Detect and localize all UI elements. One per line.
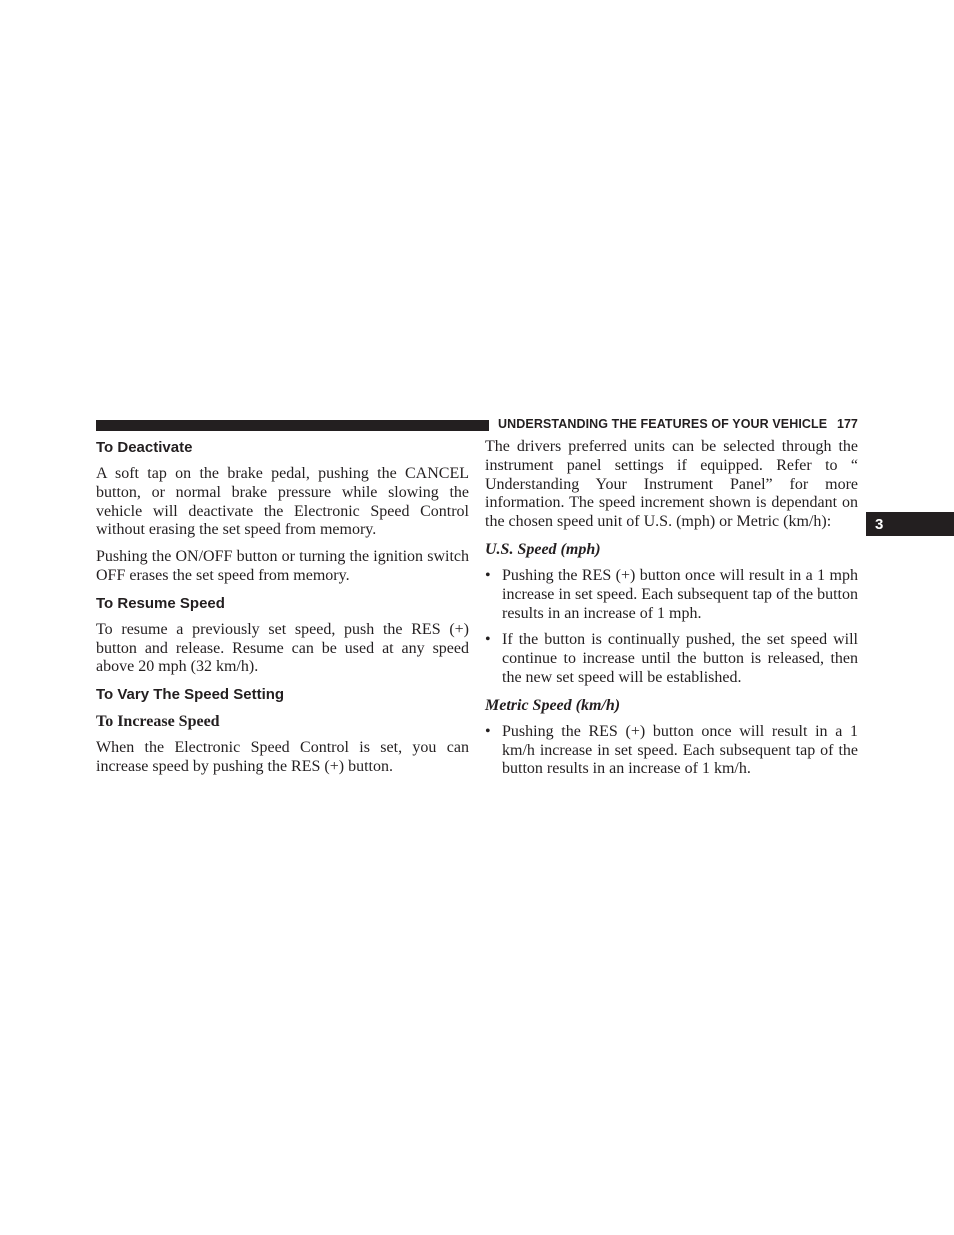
list-item xyxy=(485,567,858,623)
heading-to-deactivate: To Deactivate xyxy=(96,439,193,456)
heading-us-speed: U.S. Speed (mph) xyxy=(485,540,601,558)
header-rule xyxy=(96,420,489,431)
paragraph-increase-speed: When the Electronic Speed Control is set, you can increase speed by pushing the RES (+) button. xyxy=(96,739,469,775)
left-column xyxy=(96,438,469,785)
bullet-icon: • xyxy=(485,631,491,649)
list-item-text: If the button is continually pushed, the set speed will continue to increase until the button is released, then the new set speed will be established. xyxy=(502,631,858,686)
heading-metric-speed: Metric Speed (km/h) xyxy=(485,696,621,714)
list-item-text: Pushing the RES (+) button once will result in a 1 km/h increase in set speed. Each subsequent tap of the button results in an increase of 1 km/h. xyxy=(502,722,858,778)
page-number: 177 xyxy=(837,417,858,431)
paragraph-units-intro: The drivers preferred units can be selected through the instrument panel settings if equipped. Refer to “ Understanding Your Instrument Panel” for more information. The speed increment shown is dependant on the chosen speed unit of U.S. (mph) or Metric (km/h): xyxy=(485,438,858,531)
heading-to-resume-speed: To Resume Speed xyxy=(96,594,225,612)
list-item xyxy=(485,723,858,779)
bullet-icon: • xyxy=(485,722,491,740)
right-column xyxy=(485,438,858,787)
heading-to-vary-speed: To Vary The Speed Setting xyxy=(96,686,285,704)
bullet-icon: • xyxy=(485,566,491,584)
section-title: UNDERSTANDING THE FEATURES OF YOUR VEHICLE xyxy=(498,417,828,431)
list-item xyxy=(485,631,858,687)
paragraph-deactivate-1: A soft tap on the brake pedal, pushing the CANCEL button, or normal brake pressure while slowing the vehicle will deactivate the Electronic Speed Control without erasing the set speed from memory. xyxy=(96,465,469,539)
paragraph-resume: To resume a previously set speed, push the RES (+) button and release. Resume can be used at any speed above 20 mph (32 km/h). xyxy=(96,620,469,676)
metric-speed-list xyxy=(485,723,858,779)
list-item-text: Pushing the RES (+) button once will result in a 1 mph increase in set speed. Each subsequent tap of the button results in an increase of 1 mph. xyxy=(502,566,858,622)
us-speed-list xyxy=(485,567,858,688)
chapter-tab: 3 xyxy=(866,512,954,536)
paragraph-deactivate-2: Pushing the ON/OFF button or turning the ignition switch OFF erases the set speed from memory. xyxy=(96,548,469,584)
subheading-to-increase-speed: To Increase Speed xyxy=(96,713,220,731)
